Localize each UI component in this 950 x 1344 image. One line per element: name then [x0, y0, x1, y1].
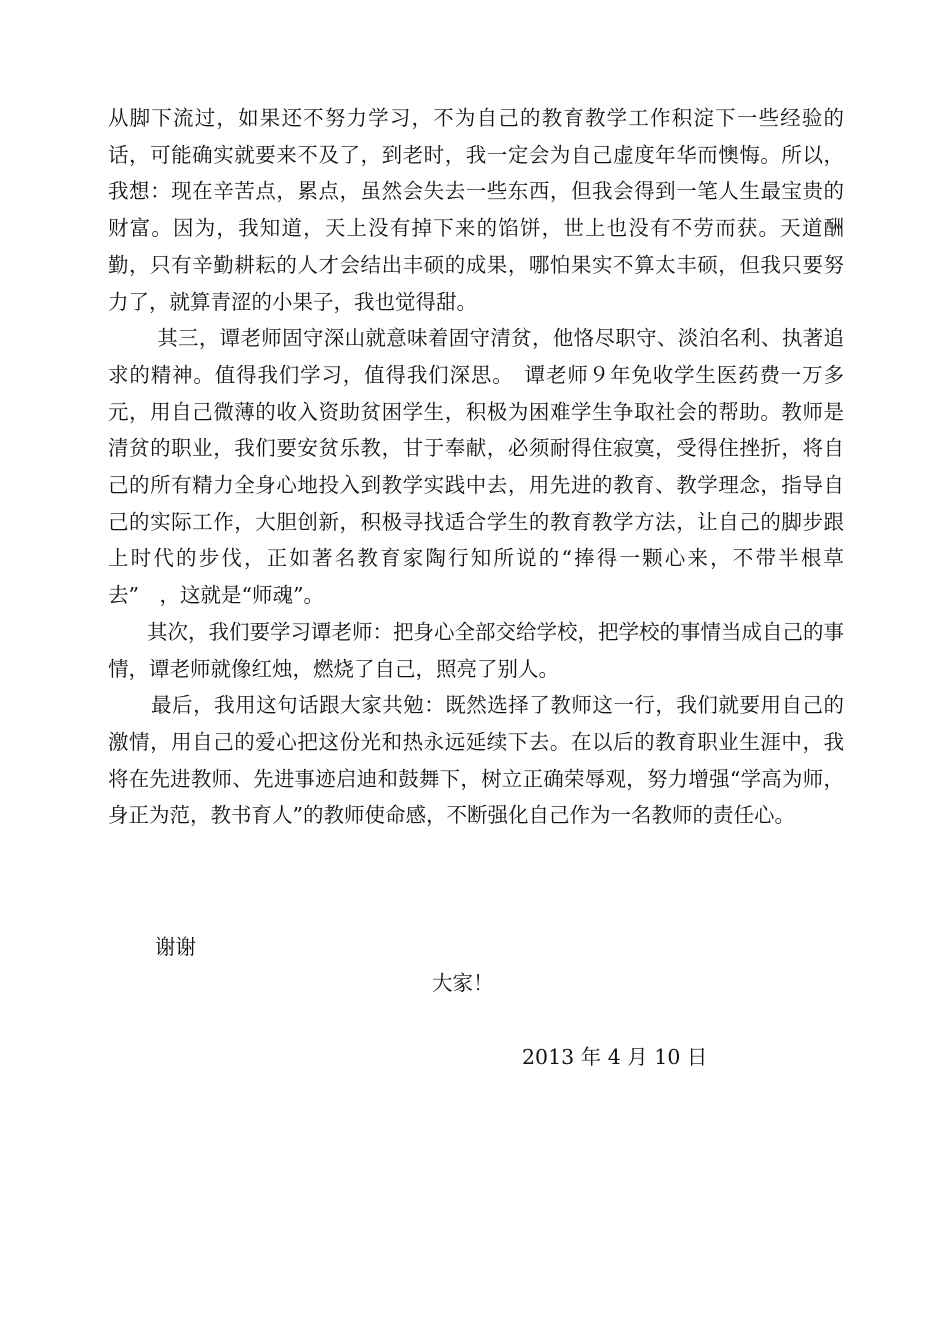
closing-audience: 大家！: [432, 971, 494, 995]
closing-thanks: 谢谢: [155, 935, 196, 959]
paragraph-third-point: 其三，谭老师固守深山就意味着固守清贫，他恪尽职守、淡泊名利、执著追求的精神。值得我们学习，值得我们深思。 谭老师９年免收学生医药费一万多元，用自己微薄的收入资助贫困学生，积极为困难学生争取社会的帮助。教师是清贫的职业，我们要安贫乐教，甘于奉献，必须耐得住寂寞，受得住挫折，将自己的所有精力全身心地投入到教学实践中去，用先进的教育、教学理念，指导自己的实际工作，大胆创新，积极寻找适合学生的教育教学方法，让自己的脚步跟上时代的步伐，正如著名教育家陶行知所说的“捧得一颗心来，不带半根草去” ，这就是“师魂”。: [108, 326, 844, 608]
paragraph-conclusion: 最后，我用这句话跟大家共勉：既然选择了教师这一行，我们就要用自己的激情，用自己的爱心把这份光和热永远延续下去。在以后的教育职业生涯中，我将在先进教师、先进事迹启迪和鼓舞下，树立正确荣辱观，努力增强“学高为师，身正为范，教书育人”的教师使命感，不断强化自己作为一名教师的责任心。: [108, 693, 844, 828]
document-body: [108, 100, 844, 834]
document-date: 2013 年 4 月 10 日: [522, 1045, 708, 1069]
paragraph-continuation: 从脚下流过，如果还不努力学习，不为自己的教育教学工作积淀下一些经验的话，可能确实就要来不及了，到老时，我一定会为自己虚度年华而懊悔。所以，我想：现在辛苦点，累点，虽然会失去一些东西，但我会得到一笔人生最宝贵的财富。因为，我知道，天上没有掉下来的馅饼，世上也没有不劳而获。天道酬勤，只有辛勤耕耘的人才会结出丰硕的成果，哪怕果实不算太丰硕，但我只要努力了，就算青涩的小果子，我也觉得甜。: [108, 106, 844, 314]
paragraph-next-point: 其次，我们要学习谭老师：把身心全部交给学校，把学校的事情当成自己的事情，谭老师就像红烛，燃烧了自己，照亮了别人。: [108, 619, 844, 681]
